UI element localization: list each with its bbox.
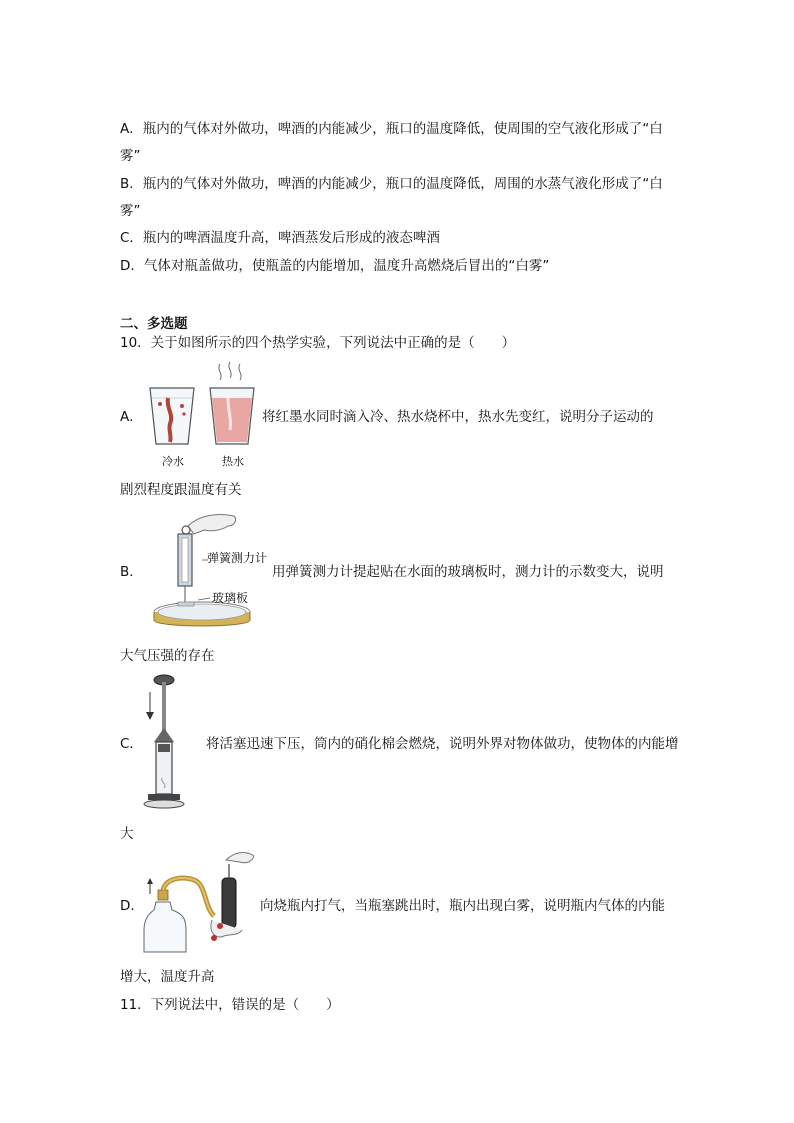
q9-option-d: D．气体对瓶盖做功，使瓶盖的内能增加，温度升高燃烧后冒出的“白雾” xyxy=(120,258,550,274)
q10-option-b-label: B． xyxy=(120,564,143,580)
q10-option-a-label: A． xyxy=(120,409,143,425)
figure-flask-pump xyxy=(142,850,260,958)
q10-option-b-line2: 大气压强的存在 xyxy=(120,648,215,664)
figure-beakers xyxy=(142,360,262,472)
q10-option-b-line1: 用弹簧测力计提起贴在水面的玻璃板时，测力计的示数变大，说明 xyxy=(272,564,664,580)
q10-option-d-line1: 向烧瓶内打气，当瓶塞跳出时，瓶内出现白雾，说明瓶内气体的内能 xyxy=(260,898,665,914)
q10-option-a-line2: 剧烈程度跟温度有关 xyxy=(120,482,242,498)
q9-option-c: C．瓶内的啤酒温度升高，啤酒蒸发后形成的液态啤酒 xyxy=(120,230,440,246)
q9-option-a-line2: 雾” xyxy=(120,148,141,164)
q10-option-c-label: C． xyxy=(120,736,143,752)
fig-label-glass-plate: 玻璃板 xyxy=(212,591,249,605)
q10-option-c-line2: 大 xyxy=(120,826,134,842)
fig-label-cold-water: 冷水 xyxy=(162,455,184,468)
q10-option-d-label: D． xyxy=(120,898,144,914)
q10-option-a-line1: 将红墨水同时滴入冷、热水烧杯中，热水先变红，说明分子运动的 xyxy=(262,409,654,425)
q9-option-b-line2: 雾” xyxy=(120,203,141,219)
section-title: 二、多选题 xyxy=(120,316,188,332)
q11-stem: 11．下列说法中，错误的是（ ） xyxy=(120,997,340,1013)
figure-spring-balance xyxy=(142,508,272,638)
q9-option-b-line1: B．瓶内的气体对外做功，啤酒的内能减少，瓶口的温度降低，周围的水蒸气液化形成了“白 xyxy=(120,176,663,192)
q10-stem: 10．关于如图所示的四个热学实验，下列说法中正确的是（ ） xyxy=(120,335,516,351)
q10-option-c-line1: 将活塞迅速下压，筒内的硝化棉会燃烧，说明外界对物体做功，使物体的内能增 xyxy=(206,736,679,752)
fig-label-spring-balance: 弹簧测力计 xyxy=(207,551,268,565)
q9-option-a-line1: A．瓶内的气体对外做功，啤酒的内能减少，瓶口的温度降低，使周围的空气液化形成了“白 xyxy=(120,121,663,137)
q10-option-d-line2: 增大，温度升高 xyxy=(120,969,215,985)
fig-label-hot-water: 热水 xyxy=(222,455,244,468)
figure-piston-cylinder xyxy=(140,672,200,812)
